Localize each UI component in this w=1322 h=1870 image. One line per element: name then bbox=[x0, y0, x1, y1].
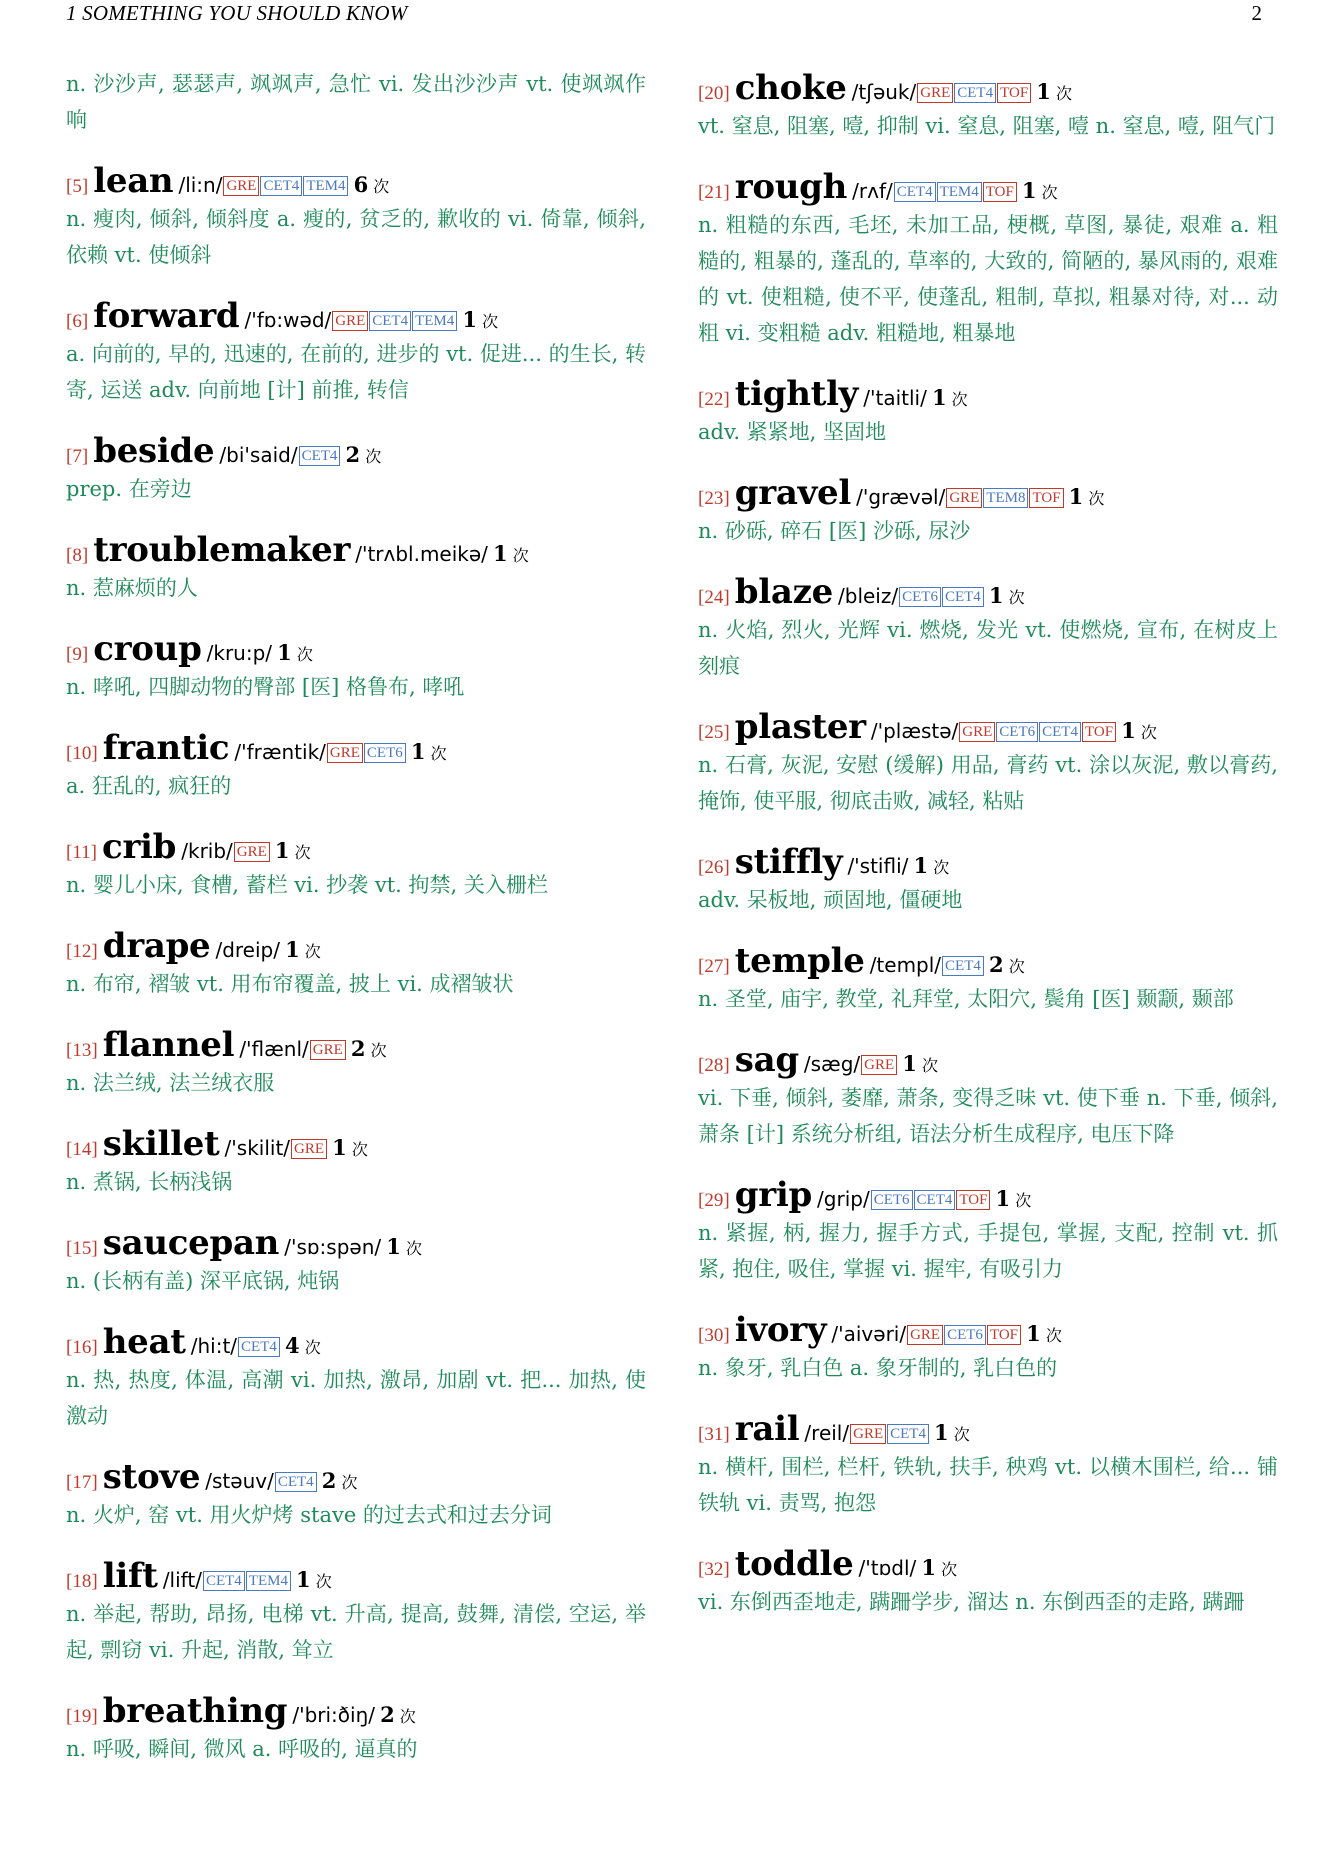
entry-definition: n. 惹麻烦的人 bbox=[66, 576, 198, 600]
entry-definition: n. 法兰绒, 法兰绒衣服 bbox=[66, 1071, 275, 1095]
exam-tag: CET4 bbox=[942, 956, 984, 976]
occurrence-count: 1 bbox=[913, 853, 929, 878]
entry-headline bbox=[66, 1124, 646, 1164]
entry-number: [8] bbox=[66, 545, 89, 566]
headword: lift bbox=[102, 1556, 158, 1596]
entry-number: [12] bbox=[66, 941, 98, 962]
vocab-entry bbox=[66, 161, 646, 273]
headword: forward bbox=[93, 296, 240, 336]
headword: saucepan bbox=[102, 1223, 280, 1263]
headword: crib bbox=[102, 827, 177, 867]
occurrence-count: 1 bbox=[995, 1186, 1011, 1211]
count-unit: 次 bbox=[405, 1239, 422, 1258]
count-unit: 次 bbox=[1055, 84, 1072, 103]
entry-number: [5] bbox=[66, 176, 89, 197]
entry-headline bbox=[698, 1409, 1278, 1449]
headword: frantic bbox=[102, 728, 230, 768]
count-unit: 次 bbox=[1140, 723, 1157, 742]
pronunciation: /dreip/ bbox=[215, 938, 280, 962]
entry-definition: n. 婴儿小床, 食槽, 蓄栏 vi. 抄袭 vt. 拘禁, 关入栅栏 bbox=[66, 873, 548, 897]
headword: rough bbox=[734, 167, 848, 207]
count-unit: 次 bbox=[294, 843, 311, 862]
pronunciation: /stəuv/ bbox=[205, 1469, 274, 1493]
entry-headline bbox=[66, 1223, 646, 1263]
headword: stove bbox=[102, 1457, 201, 1497]
headword: blaze bbox=[734, 572, 833, 612]
count-unit: 次 bbox=[953, 1425, 970, 1444]
vocab-entry bbox=[66, 1223, 646, 1299]
count-unit: 次 bbox=[351, 1140, 368, 1159]
count-unit: 次 bbox=[304, 1338, 321, 1357]
exam-tag: CET4 bbox=[887, 1424, 929, 1444]
entry-definition: n. 瘦肉, 倾斜, 倾斜度 a. 瘦的, 贫乏的, 歉收的 vi. 倚靠, 倾斜, 依赖 vt. 使倾斜 bbox=[66, 207, 646, 267]
vocab-entry bbox=[66, 1124, 646, 1200]
page-number: 2 bbox=[1251, 1, 1262, 25]
headword: croup bbox=[93, 629, 202, 669]
headword: breathing bbox=[102, 1691, 288, 1731]
entry-definition: n. 沙沙声, 瑟瑟声, 飒飒声, 急忙 vi. 发出沙沙声 vt. 使飒飒作响 bbox=[66, 72, 646, 132]
exam-tag: CET4 bbox=[203, 1571, 245, 1591]
vocab-entry bbox=[66, 728, 646, 804]
count-unit: 次 bbox=[1008, 957, 1025, 976]
vocab-entry bbox=[698, 842, 1278, 918]
exam-tag: GRE bbox=[291, 1139, 327, 1159]
exam-tag: TOF bbox=[1029, 488, 1063, 508]
exam-tag: CET4 bbox=[369, 311, 411, 331]
entry-definition: n. 圣堂, 庙宇, 教堂, 礼拜堂, 太阳穴, 鬓角 [医] 颞颥, 颞部 bbox=[698, 987, 1234, 1011]
entry-number: [29] bbox=[698, 1190, 730, 1211]
entry-definition: n. 石膏, 灰泥, 安慰 (缓解) 用品, 膏药 vt. 涂以灰泥, 敷以膏药, 掩饰, 使平服, 彻底击败, 减轻, 粘贴 bbox=[698, 753, 1278, 813]
vocab-entry bbox=[66, 926, 646, 1002]
occurrence-count: 1 bbox=[1121, 718, 1136, 743]
occurrence-count: 1 bbox=[1036, 79, 1051, 104]
headword: choke bbox=[734, 68, 847, 108]
exam-tag: CET6 bbox=[364, 743, 406, 763]
vocab-entry bbox=[66, 1322, 646, 1434]
exam-tag: TOF bbox=[997, 83, 1031, 103]
count-unit: 次 bbox=[430, 744, 447, 763]
pronunciation: /'sɒ:spən/ bbox=[284, 1235, 382, 1259]
count-unit: 次 bbox=[399, 1707, 416, 1726]
occurrence-count: 1 bbox=[921, 1555, 937, 1580]
headword: rail bbox=[734, 1409, 800, 1449]
occurrence-count: 6 bbox=[353, 172, 369, 197]
entry-number: [20] bbox=[698, 83, 730, 104]
entry-headline bbox=[66, 296, 646, 336]
exam-tag: GRE bbox=[223, 176, 259, 196]
occurrence-count: 2 bbox=[350, 1036, 366, 1061]
entry-definition: n. 横杆, 围栏, 栏杆, 铁轨, 扶手, 秧鸡 vt. 以横木围栏, 给... 铺铁轨 vi. 责骂, 抱怨 bbox=[698, 1455, 1278, 1515]
entry-number: [18] bbox=[66, 1571, 98, 1592]
entry-headline bbox=[66, 431, 646, 471]
entry-headline bbox=[66, 728, 646, 768]
entry-number: [16] bbox=[66, 1337, 98, 1358]
occurrence-count: 1 bbox=[1068, 484, 1084, 509]
vocab-entry bbox=[66, 827, 646, 903]
vocab-entry bbox=[698, 1175, 1278, 1287]
exam-tag: GRE bbox=[850, 1424, 886, 1444]
headword: drape bbox=[102, 926, 211, 966]
count-unit: 次 bbox=[296, 645, 313, 664]
occurrence-count: 1 bbox=[332, 1135, 347, 1160]
entry-headline bbox=[66, 1457, 646, 1497]
occurrence-count: 1 bbox=[410, 739, 426, 764]
vocab-entry bbox=[66, 1025, 646, 1101]
entry-definition: n. 火焰, 烈火, 光辉 vi. 燃烧, 发光 vt. 使燃烧, 宣布, 在树皮上刻痕 bbox=[698, 618, 1278, 678]
entry-definition: n. 紧握, 柄, 握力, 握手方式, 手提包, 掌握, 支配, 控制 vt. 抓紧, 抱住, 吸住, 掌握 vi. 握牢, 有吸引力 bbox=[698, 1221, 1278, 1281]
entry-headline bbox=[66, 530, 646, 570]
exam-tag: TEM4 bbox=[412, 311, 457, 331]
exam-tag: GRE bbox=[917, 83, 953, 103]
entry-headline bbox=[698, 707, 1278, 747]
entry-number: [26] bbox=[698, 857, 730, 878]
occurrence-count: 2 bbox=[345, 442, 361, 467]
count-unit: 次 bbox=[373, 177, 390, 196]
exam-tag: CET4 bbox=[942, 587, 984, 607]
vocab-entry bbox=[66, 1556, 646, 1668]
pronunciation: /grip/ bbox=[817, 1187, 870, 1211]
vocab-entry bbox=[698, 1544, 1278, 1620]
count-unit: 次 bbox=[951, 390, 968, 409]
exam-tag: CET6 bbox=[996, 722, 1038, 742]
entry-number: [32] bbox=[698, 1559, 730, 1580]
pronunciation: /'fræntik/ bbox=[234, 740, 326, 764]
vocab-entry bbox=[698, 707, 1278, 819]
vocab-entry bbox=[698, 1040, 1278, 1152]
vocab-entry bbox=[66, 1457, 646, 1533]
entry-definition: adv. 呆板地, 顽固地, 僵硬地 bbox=[698, 888, 963, 912]
headword: gravel bbox=[734, 473, 851, 513]
headword: troublemaker bbox=[93, 530, 351, 570]
occurrence-count: 2 bbox=[988, 952, 1004, 977]
right-entry-list bbox=[698, 68, 1278, 1620]
occurrence-count: 2 bbox=[380, 1702, 395, 1727]
entry-definition: n. 呼吸, 瞬间, 微风 a. 呼吸的, 逼真的 bbox=[66, 1737, 418, 1761]
left-entry-list bbox=[66, 161, 646, 1767]
count-unit: 次 bbox=[1088, 489, 1105, 508]
entry-number: [28] bbox=[698, 1055, 730, 1076]
headword: ivory bbox=[734, 1310, 827, 1350]
exam-tag: TEM4 bbox=[246, 1571, 291, 1591]
count-unit: 次 bbox=[1008, 588, 1025, 607]
entry-number: [14] bbox=[66, 1139, 98, 1160]
count-unit: 次 bbox=[365, 447, 382, 466]
entry-headline bbox=[698, 572, 1278, 612]
occurrence-count: 2 bbox=[321, 1468, 337, 1493]
entry-number: [24] bbox=[698, 587, 730, 608]
entry-headline bbox=[66, 926, 646, 966]
entry-headline bbox=[698, 941, 1278, 981]
vocab-entry bbox=[698, 1409, 1278, 1521]
occurrence-count: 1 bbox=[1026, 1321, 1041, 1346]
vocab-entry bbox=[698, 572, 1278, 684]
pronunciation: /'skilit/ bbox=[224, 1136, 291, 1160]
exam-tag: TEM8 bbox=[983, 488, 1028, 508]
entry-headline bbox=[66, 1556, 646, 1596]
exam-tag: GRE bbox=[234, 842, 270, 862]
occurrence-count: 1 bbox=[285, 937, 300, 962]
exam-tag: GRE bbox=[959, 722, 995, 742]
occurrence-count: 1 bbox=[934, 1420, 949, 1445]
pronunciation: /hi:t/ bbox=[190, 1334, 238, 1358]
vocab-entry bbox=[698, 68, 1278, 144]
vocab-entry bbox=[66, 1691, 646, 1767]
pronunciation: /li:n/ bbox=[178, 173, 223, 197]
headword: toddle bbox=[734, 1544, 854, 1584]
entry-definition: n. 布帘, 褶皱 vt. 用布帘覆盖, 披上 vi. 成褶皱状 bbox=[66, 972, 514, 996]
entry-headline bbox=[66, 1691, 646, 1731]
entry-headline bbox=[698, 473, 1278, 513]
count-unit: 次 bbox=[1045, 1326, 1062, 1345]
exam-tag: CET4 bbox=[914, 1190, 956, 1210]
exam-tag: CET6 bbox=[871, 1190, 913, 1210]
exam-tag: CET6 bbox=[944, 1325, 986, 1345]
entry-headline bbox=[698, 1040, 1278, 1080]
headword: plaster bbox=[734, 707, 866, 747]
entry-definition: n. 举起, 帮助, 昂扬, 电梯 vt. 升高, 提高, 鼓舞, 清偿, 空运, 举起, 剽窃 vi. 升起, 消散, 耸立 bbox=[66, 1602, 646, 1662]
exam-tag: TOF bbox=[956, 1190, 990, 1210]
vocab-entry bbox=[698, 941, 1278, 1017]
entry-number: [25] bbox=[698, 722, 730, 743]
pronunciation: /lift/ bbox=[162, 1568, 202, 1592]
entry-number: [30] bbox=[698, 1325, 730, 1346]
entry-headline bbox=[698, 1544, 1278, 1584]
exam-tag: GRE bbox=[310, 1040, 346, 1060]
vocab-entry bbox=[66, 629, 646, 705]
entry-definition: vi. 东倒西歪地走, 蹒跚学步, 溜达 n. 东倒西歪的走路, 蹒跚 bbox=[698, 1590, 1245, 1614]
headword: stiffly bbox=[734, 842, 843, 882]
count-unit: 次 bbox=[1015, 1191, 1032, 1210]
chapter-title: 1 SOMETHING YOU SHOULD KNOW bbox=[66, 1, 408, 25]
entry-number: [27] bbox=[698, 956, 730, 977]
headword: beside bbox=[93, 431, 215, 471]
entry-definition: a. 向前的, 早的, 迅速的, 在前的, 进步的 vt. 促进... 的生长, 转寄, 运送 adv. 向前地 [计] 前推, 转信 bbox=[66, 342, 646, 402]
entry-headline bbox=[66, 1322, 646, 1362]
occurrence-count: 1 bbox=[462, 307, 477, 332]
headword: sag bbox=[734, 1040, 799, 1080]
pronunciation: /rʌf/ bbox=[852, 179, 893, 203]
count-unit: 次 bbox=[1041, 183, 1058, 202]
entry-definition: vt. 窒息, 阻塞, 噎, 抑制 vi. 窒息, 阻塞, 噎 n. 窒息, 噎, 阻气门 bbox=[698, 114, 1276, 138]
occurrence-count: 1 bbox=[493, 541, 508, 566]
exam-tag: CET4 bbox=[275, 1472, 317, 1492]
exam-tag: TOF bbox=[987, 1325, 1021, 1345]
entry-headline bbox=[66, 161, 646, 201]
pronunciation: /kru:p/ bbox=[206, 641, 273, 665]
count-unit: 次 bbox=[341, 1473, 358, 1492]
count-unit: 次 bbox=[370, 1041, 387, 1060]
headword: tightly bbox=[734, 374, 859, 414]
entry-number: [22] bbox=[698, 389, 730, 410]
pronunciation: /'tɒdl/ bbox=[858, 1556, 917, 1580]
entry-number: [10] bbox=[66, 743, 98, 764]
pronunciation: /templ/ bbox=[869, 953, 942, 977]
pronunciation: /bleiz/ bbox=[838, 584, 899, 608]
exam-tag: TOF bbox=[983, 182, 1017, 202]
entry-headline bbox=[698, 68, 1278, 108]
entry-number: [7] bbox=[66, 446, 89, 467]
entry-headline bbox=[698, 842, 1278, 882]
entry-headline bbox=[66, 1025, 646, 1065]
occurrence-count: 1 bbox=[296, 1567, 311, 1592]
entry-number: [23] bbox=[698, 488, 730, 509]
pronunciation: /'plæstə/ bbox=[870, 719, 959, 743]
count-unit: 次 bbox=[512, 546, 529, 565]
headword: temple bbox=[734, 941, 865, 981]
headword: flannel bbox=[102, 1025, 235, 1065]
pronunciation: /krib/ bbox=[181, 839, 233, 863]
headword: grip bbox=[734, 1175, 812, 1215]
entry-definition: n. 粗糙的东西, 毛坯, 未加工品, 梗概, 草图, 暴徒, 艰难 a. 粗糙的, 粗暴的, 蓬乱的, 草率的, 大致的, 简陋的, 暴风雨的, 艰难的 vt. 使粗糙, 使不平, 使蓬乱, 粗制, 草拟, 粗暴对待, 对... 动粗 vi. 变粗糙 adv. 粗糙地, 粗暴地 bbox=[698, 213, 1278, 345]
entry-headline bbox=[66, 629, 646, 669]
entry-number: [13] bbox=[66, 1040, 98, 1061]
pronunciation: /'fɒ:wəd/ bbox=[244, 308, 332, 332]
entry-number: [21] bbox=[698, 182, 730, 203]
occurrence-count: 1 bbox=[1021, 178, 1037, 203]
entry-headline bbox=[698, 1310, 1278, 1350]
vocab-entry bbox=[66, 431, 646, 507]
exam-tag: CET4 bbox=[1039, 722, 1081, 742]
continued-entry bbox=[66, 66, 646, 138]
entry-number: [31] bbox=[698, 1424, 730, 1445]
exam-tag: GRE bbox=[327, 743, 363, 763]
count-unit: 次 bbox=[304, 942, 321, 961]
exam-tag: GRE bbox=[861, 1055, 897, 1075]
pronunciation: /'taitli/ bbox=[863, 386, 927, 410]
exam-tag: GRE bbox=[946, 488, 982, 508]
entry-number: [9] bbox=[66, 644, 89, 665]
entry-definition: n. 砂砾, 碎石 [医] 沙砾, 尿沙 bbox=[698, 519, 971, 543]
entry-definition: adv. 紧紧地, 坚固地 bbox=[698, 420, 887, 444]
entry-definition: n. 火炉, 窑 vt. 用火炉烤 stave 的过去式和过去分词 bbox=[66, 1503, 552, 1527]
occurrence-count: 1 bbox=[274, 838, 290, 863]
pronunciation: /'trʌbl.meikə/ bbox=[355, 542, 488, 566]
pronunciation: /reil/ bbox=[804, 1421, 850, 1445]
pronunciation: /sæg/ bbox=[803, 1052, 861, 1076]
exam-tag: CET4 bbox=[299, 446, 341, 466]
occurrence-count: 1 bbox=[931, 385, 947, 410]
count-unit: 次 bbox=[933, 858, 950, 877]
occurrence-count: 1 bbox=[386, 1234, 401, 1259]
entry-definition: vi. 下垂, 倾斜, 萎靡, 萧条, 变得乏味 vt. 使下垂 n. 下垂, 倾斜, 萧条 [计] 系统分析组, 语法分析生成程序, 电压下降 bbox=[698, 1086, 1278, 1146]
headword: lean bbox=[93, 161, 174, 201]
entry-headline bbox=[66, 827, 646, 867]
entry-headline bbox=[698, 1175, 1278, 1215]
headword: heat bbox=[102, 1322, 186, 1362]
occurrence-count: 1 bbox=[988, 583, 1004, 608]
pronunciation: /tʃəuk/ bbox=[851, 80, 917, 104]
entry-definition: n. 热, 热度, 体温, 高潮 vi. 加热, 激昂, 加剧 vt. 把... 加热, 使激动 bbox=[66, 1368, 646, 1428]
vocab-entry bbox=[66, 530, 646, 606]
pronunciation: /bi'said/ bbox=[219, 443, 298, 467]
entry-headline bbox=[698, 374, 1278, 414]
exam-tag: CET4 bbox=[894, 182, 936, 202]
vocab-entry bbox=[698, 167, 1278, 351]
exam-tag: TEM4 bbox=[937, 182, 982, 202]
page-header bbox=[66, 0, 1262, 30]
entry-number: [11] bbox=[66, 842, 97, 863]
entry-definition: n. 象牙, 乳白色 a. 象牙制的, 乳白色的 bbox=[698, 1356, 1058, 1380]
count-unit: 次 bbox=[315, 1572, 332, 1591]
vocab-entry bbox=[698, 473, 1278, 549]
pronunciation: /'aivəri/ bbox=[831, 1322, 907, 1346]
headword: skillet bbox=[102, 1124, 220, 1164]
exam-tag: CET4 bbox=[238, 1337, 280, 1357]
pronunciation: /'stifli/ bbox=[847, 854, 909, 878]
exam-tag: CET6 bbox=[899, 587, 941, 607]
entry-definition: n. (长柄有盖) 深平底锅, 炖锅 bbox=[66, 1269, 340, 1293]
exam-tag: GRE bbox=[332, 311, 368, 331]
entry-number: [17] bbox=[66, 1472, 98, 1493]
occurrence-count: 1 bbox=[902, 1051, 917, 1076]
entry-number: [6] bbox=[66, 311, 89, 332]
exam-tag: GRE bbox=[907, 1325, 943, 1345]
exam-tag: CET4 bbox=[954, 83, 996, 103]
exam-tag: CET4 bbox=[260, 176, 302, 196]
exam-tag: TOF bbox=[1082, 722, 1116, 742]
count-unit: 次 bbox=[941, 1560, 958, 1579]
right-column bbox=[698, 68, 1278, 1643]
pronunciation: /'flænl/ bbox=[239, 1037, 309, 1061]
entry-definition: prep. 在旁边 bbox=[66, 477, 192, 501]
entry-definition: n. 哮吼, 四脚动物的臀部 [医] 格鲁布, 哮吼 bbox=[66, 675, 465, 699]
occurrence-count: 4 bbox=[284, 1333, 300, 1358]
vocab-entry bbox=[698, 374, 1278, 450]
entry-number: [19] bbox=[66, 1706, 98, 1727]
exam-tag: TEM4 bbox=[303, 176, 348, 196]
occurrence-count: 1 bbox=[277, 640, 292, 665]
left-column bbox=[66, 66, 646, 1790]
entry-headline bbox=[698, 167, 1278, 207]
entry-definition: n. 煮锅, 长柄浅锅 bbox=[66, 1170, 233, 1194]
pronunciation: /'bri:ðiŋ/ bbox=[292, 1703, 375, 1727]
count-unit: 次 bbox=[482, 312, 499, 331]
vocab-entry bbox=[698, 1310, 1278, 1386]
count-unit: 次 bbox=[921, 1056, 938, 1075]
entry-number: [15] bbox=[66, 1238, 98, 1259]
vocab-entry bbox=[66, 296, 646, 408]
pronunciation: /'grævəl/ bbox=[856, 485, 946, 509]
entry-definition: a. 狂乱的, 疯狂的 bbox=[66, 774, 232, 798]
